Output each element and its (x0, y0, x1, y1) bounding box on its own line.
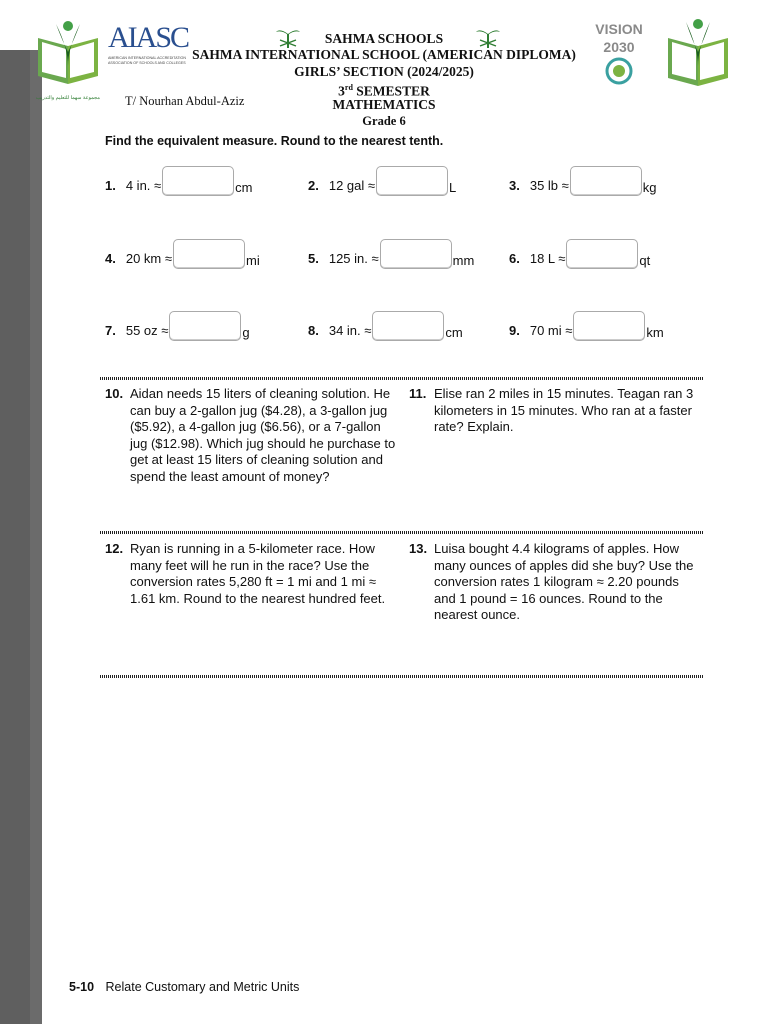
problem-expression: 70 mi ≈ (529, 322, 573, 338)
word-problem-number: 12. (105, 541, 124, 556)
divider (100, 675, 704, 678)
word-problem-12 (105, 541, 400, 607)
problem-unit: L (449, 179, 457, 195)
answer-box[interactable] (566, 239, 638, 269)
school-group-name: SAHMA SCHOOLS (324, 31, 444, 46)
instructions: Find the equivalent measure. Round to the nearest tenth. (105, 134, 444, 148)
semester-ordinal: rd (344, 83, 353, 92)
answer-box[interactable] (570, 166, 642, 196)
left-margin-shadow (30, 50, 42, 1024)
problem-unit: cm (445, 324, 463, 340)
page-footer (69, 980, 299, 994)
word-problem-10 (105, 386, 400, 485)
subject-title: MATHEMATICS (332, 97, 436, 112)
problem-unit: mm (452, 252, 475, 268)
problem-expression: 20 km ≈ (125, 250, 172, 266)
problem-expression: 35 lb ≈ (529, 177, 569, 193)
problem-6 (509, 243, 650, 273)
problem-4 (105, 243, 260, 273)
semester-label: SEMESTER (356, 83, 430, 99)
word-problem-number: 10. (105, 386, 124, 401)
vision-2030-text: VISION 2030 (595, 21, 643, 55)
problem-number: 5. (308, 250, 319, 266)
grade-title: Grade 6 (362, 114, 406, 128)
problem-expression: 12 gal ≈ (328, 177, 376, 193)
worksheet-page (30, 0, 768, 1024)
problem-unit: mi (246, 252, 260, 268)
answer-box[interactable] (169, 311, 241, 341)
section-year: GIRLS’ SECTION (2024/2025) (294, 64, 474, 79)
problem-expression: 125 in. ≈ (328, 250, 379, 266)
problem-expression: 4 in. ≈ (125, 177, 162, 193)
word-problem-text: Ryan is running in a 5-kilometer race. How many feet will he run in the race? Use the conversion rates 5,280 ft = 1 mi and 1 mi ≈ 1.61 km. Round to the nearest hundred feet. (130, 541, 386, 606)
school-name: SAHMA INTERNATIONAL SCHOOL (AMERICAN DIPLOMA) (192, 47, 576, 62)
problem-number: 2. (308, 177, 319, 193)
divider (100, 531, 704, 534)
problem-3 (509, 170, 657, 200)
answer-box[interactable] (173, 239, 245, 269)
problem-unit: qt (639, 252, 651, 268)
sahma-logo-caption: مجموعة سهما للتعليم والتدريب (36, 95, 100, 101)
answer-box[interactable] (376, 166, 448, 196)
semester-number: 3 (338, 83, 345, 99)
problem-number: 9. (509, 322, 520, 338)
problem-expression: 18 L ≈ (529, 250, 566, 266)
problem-unit: kg (642, 179, 657, 195)
answer-box[interactable] (372, 311, 444, 341)
problem-number: 4. (105, 250, 116, 266)
word-problem-text: Elise ran 2 miles in 15 minutes. Teagan ran 3 kilometers in 15 minutes. Who ran at a faster rate? Explain. (434, 386, 694, 434)
problem-1 (105, 170, 253, 200)
lesson-title: Relate Customary and Metric Units (105, 980, 300, 994)
word-problem-11 (409, 386, 699, 436)
problem-2 (308, 170, 456, 200)
problem-unit: g (242, 324, 250, 340)
answer-box[interactable] (380, 239, 452, 269)
teacher-name: T/ Nourhan Abdul-Aziz (125, 94, 245, 108)
problem-number: 7. (105, 322, 116, 338)
problem-9 (509, 315, 664, 345)
word-problem-text: Luisa bought 4.4 kilograms of apples. How many ounces of apples did she buy? Use the conversion rates 1 kilogram ≈ 2.20 pounds and 1 pound = 16 ounces. Round to the nearest ounce. (434, 541, 694, 622)
divider (100, 377, 704, 380)
problem-expression: 34 in. ≈ (328, 322, 372, 338)
left-margin-bar (0, 50, 30, 1024)
problem-5 (308, 243, 474, 273)
aiasc-logo-text: AIASC (108, 21, 189, 54)
word-problem-text: Aidan needs 15 liters of cleaning solution. He can buy a 2-gallon jug ($4.28), a 3-gallon jug ($5.92), a 4-gallon jug ($6.56), or a 7-gallon jug ($12.98). Which jug should he purchase to get at least 15 liters of cleaning solution and spend the least amount of money? (130, 386, 396, 484)
answer-box[interactable] (573, 311, 645, 341)
problem-expression: 55 oz ≈ (125, 322, 169, 338)
problem-unit: km (646, 324, 664, 340)
word-problem-number: 11. (409, 386, 427, 401)
problem-7 (105, 315, 250, 345)
problem-number: 3. (509, 177, 520, 193)
problem-number: 1. (105, 177, 116, 193)
problem-8 (308, 315, 463, 345)
problem-number: 8. (308, 322, 319, 338)
word-problem-13 (409, 541, 699, 624)
word-problem-number: 13. (409, 541, 428, 556)
aiasc-logo-subtitle: AMERICAN INTERNATIONAL ACCREDITATION ASSOCIATION OF SCHOOLS AND COLLEGES (108, 56, 186, 65)
problem-unit: cm (235, 179, 253, 195)
problem-number: 6. (509, 250, 520, 266)
lesson-code: 5-10 (69, 980, 95, 994)
answer-box[interactable] (162, 166, 234, 196)
